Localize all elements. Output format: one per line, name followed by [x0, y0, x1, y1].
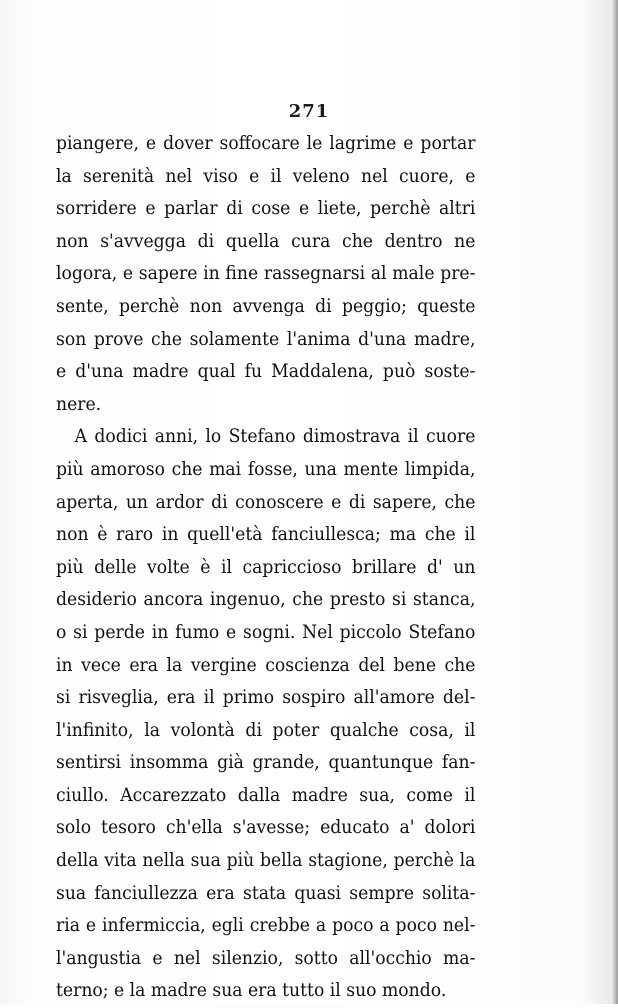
text-line: o si perde in fumo e sogni. Nel piccolo Stefano	[56, 621, 476, 643]
text-line: in vece era la vergine coscienza del bene che	[56, 654, 476, 676]
text-line: ria e infermiccia, egli crebbe a poco a poco nel-	[56, 915, 476, 937]
text-line: l'infinito, la volontà di poter qualche cosa, il	[56, 719, 476, 741]
text-line: non s'avvegga di quella cura che dentro ne	[56, 230, 476, 252]
text-line: non è raro in quell'età fanciullesca; ma che il	[56, 524, 476, 546]
text-line: più delle volte è il capriccioso brillare d' un	[56, 556, 476, 578]
text-line: ciullo. Accarezzato dalla madre sua, come il	[56, 784, 476, 806]
text-line: più amoroso che mai fosse, una mente limpida,	[56, 458, 476, 480]
text-line: e d'una madre qual fu Maddalena, può soste-	[56, 361, 476, 383]
text-line: desiderio ancora ingenuo, che presto si stanca,	[56, 589, 476, 611]
text-line: son prove che solamente l'anima d'una madre,	[56, 328, 476, 350]
text-line: l'angustia e nel silenzio, sotto all'occhio ma-	[56, 947, 476, 969]
text-line: la serenità nel viso e il veleno nel cuore, e	[56, 165, 476, 187]
text-line: della vita nella sua più bella stagione, perchè la	[56, 850, 476, 872]
text-line: solo tesoro ch'ella s'avesse; educato a' dolori	[56, 817, 476, 839]
page-edge-shadow	[612, 0, 618, 1004]
text-line: si risveglia, era il primo sospiro all'amore del-	[56, 687, 476, 709]
body-text	[56, 128, 476, 1008]
text-line: aperta, un ardor di conoscere e di sapere, che	[56, 491, 476, 513]
text-line: sorridere e parlar di cose e liete, perchè altri	[56, 198, 476, 220]
text-line: sente, perchè non avvenga di peggio; queste	[56, 295, 476, 317]
text-line: terno; e la madre sua era tutto il suo mondo.	[56, 980, 447, 1002]
page-number: 271	[288, 101, 330, 122]
text-line: logora, e sapere in fine rassegnarsi al male pre-	[56, 263, 476, 285]
text-line: sua fanciullezza era stata quasi sempre solita-	[56, 882, 476, 904]
paragraph-start-line: A dodici anni, lo Stefano dimostrava il cuore	[74, 426, 476, 448]
text-line: piangere, e dover soffocare le lagrime e portar	[56, 133, 476, 154]
text-line: sentirsi insomma già grande, quantunque fan-	[56, 752, 476, 774]
text-line: nere.	[56, 393, 102, 415]
